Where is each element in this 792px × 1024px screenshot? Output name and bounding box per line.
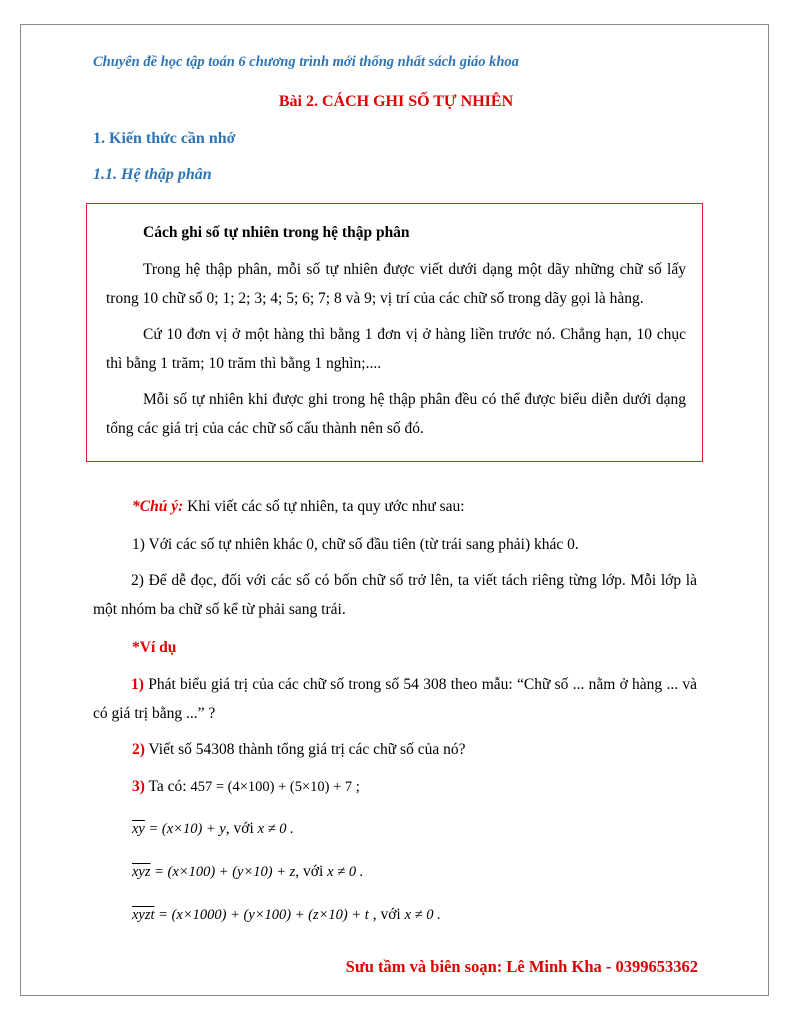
footer-credit: Sưu tầm và biên soạn: Lê Minh Kha - 0399653362: [345, 957, 698, 976]
example-label: *Ví dụ: [132, 639, 177, 656]
formula-rhs: = (x×10) + y: [144, 821, 226, 837]
question-text: Phát biểu giá trị của các chữ số trong số 54 308 theo mẫu: “Chữ số ... nằm ở hàng ... và có giá trị bằng ...” ?: [93, 676, 697, 722]
question-number: 1): [131, 676, 144, 693]
note-text: Khi viết các số tự nhiên, ta quy ước như sau:: [183, 498, 465, 515]
formula-xyz: [132, 857, 363, 887]
formula-457: 457 = (4×100) + (5×10) + 7 ;: [190, 779, 360, 795]
subsection-heading: 1.1. Hệ thập phân: [93, 166, 212, 183]
box-paragraph-2: Cứ 10 đơn vị ở một hàng thì bằng 1 đơn vị ở hàng liền trước nó. Chẳng hạn, 10 chục thì bằng 1 trăm; 10 trăm thì bằng 1 nghìn;....: [106, 326, 686, 372]
formula-lhs: $\overline{xyz}$: [132, 864, 151, 880]
lesson-title: Bài 2. CÁCH GHI SỐ TỰ NHIÊN: [278, 93, 514, 110]
question-number: 3): [132, 778, 145, 795]
formula-lhs: $\overline{xy}$: [132, 821, 145, 837]
formula-rhs: = (x×1000) + (y×100) + (z×10) + t: [154, 907, 369, 923]
question-text: Ta có:: [144, 778, 191, 795]
box-title: Cách ghi số tự nhiên trong hệ thập phân: [143, 224, 410, 241]
question-number: 2): [132, 741, 145, 758]
question-text: Viết số 54308 thành tổng giá trị các chữ số của nó?: [144, 741, 466, 758]
box-paragraph-3: Mỗi số tự nhiên khi được ghi trong hệ thập phân đều có thể được biểu diễn dưới dạng tổng các giá trị của các chữ số cấu thành nên số đó.: [106, 391, 686, 437]
formula-xy: [132, 814, 294, 844]
note-item-1: 1) Với các số tự nhiên khác 0, chữ số đầu tiên (từ trái sang phải) khác 0.: [132, 536, 579, 553]
formula-rhs: = (x×100) + (y×10) + z: [150, 864, 296, 880]
formula-tail: x ≠ 0 .: [327, 864, 364, 880]
section-heading: 1. Kiến thức cần nhớ: [93, 130, 236, 147]
example-question-2: [132, 735, 465, 764]
formula-tail: x ≠ 0 .: [257, 821, 294, 837]
formula-condition: , với: [225, 820, 258, 837]
formula-tail: x ≠ 0 .: [404, 907, 441, 923]
formula-condition: , với: [368, 906, 405, 923]
formula-condition: , với: [295, 863, 328, 880]
document-header: Chuyên đề học tập toán 6 chương trình mới thống nhất sách giáo khoa: [93, 54, 519, 70]
example-question-1: [93, 670, 697, 728]
example-question-3: [132, 772, 360, 802]
box-paragraph-1: Trong hệ thập phân, mỗi số tự nhiên được viết dưới dạng một dãy những chữ số lấy trong 10 chữ số 0; 1; 2; 3; 4; 5; 6; 7; 8 và 9; vị trí của các chữ số trong dãy gọi là hàng.: [106, 261, 686, 307]
note-label: *Chú ý:: [132, 498, 184, 515]
note-item-2: 2) Để dễ đọc, đối với các số có bốn chữ số trở lên, ta viết tách riêng từng lớp. Mỗi lớp là một nhóm ba chữ số kể từ phải sang trái.: [93, 572, 697, 618]
formula-xyzt: [132, 900, 441, 930]
formula-lhs: xyzt: [132, 907, 155, 923]
note-line: [132, 492, 465, 521]
